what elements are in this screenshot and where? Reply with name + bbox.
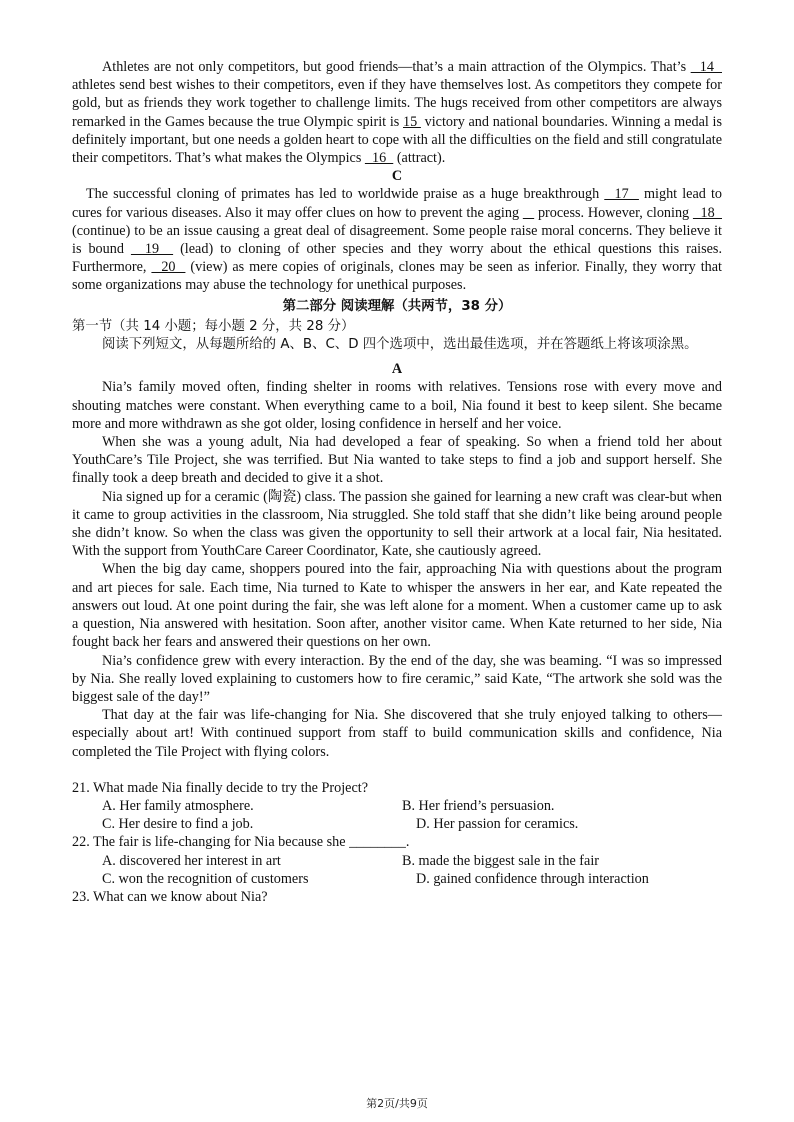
question-stem: 22. The fair is life-changing for Nia because she ________. [72, 834, 410, 851]
question-23 [72, 888, 722, 906]
part2-title: 第二部分 阅读理解（共两节，38 分） [282, 298, 512, 314]
question-21 [72, 779, 722, 834]
passage-a-paragraph-5: Nia’s confidence grew with every interaction. By the end of the day, she was beaming. “I was so impressed by Nia. She really loved explaining to customers how to fire ceramic,” said Kate, “The artwork she sold was the biggest sale of the day!” [72, 652, 722, 705]
passage-a-paragraph-2: When she was a young adult, Nia had developed a fear of speaking. So when a friend told her about YouthCare’s Tile Project, she was terrified. But Nia wanted to take steps to find a job and support herself. She finally took a deep breath and decided to give it a shot. [72, 434, 722, 487]
passage-a-paragraph-4: When the big day came, shoppers poured into the fair, approaching Nia with questions about the program and art pieces for sale. Each time, Nia turned to Kate to whisper the answers in her ear, and Kate repeated the answers out loud. At one point during the fair, she was left alone for a moment. When a customer came up to ask a question, Nia answered with hesitation. Soon after, another visitor came. When Kate returned to her side, Nia fought back her fears and answered their questions on her own. [72, 561, 722, 651]
option-d[interactable]: D. Her passion for ceramics. [416, 816, 579, 833]
blank-14: 14 [690, 59, 722, 75]
blank-16: 16 [364, 150, 394, 167]
question-22 [72, 833, 722, 888]
option-b[interactable]: B. made the biggest sale in the fair [402, 852, 599, 869]
blank-unnumbered [523, 205, 534, 221]
paragraph-olympics: Athletes are not only competitors, but good friends—that’s a main attraction of the Olympics. That’s 14 athletes send best wishes to their competitors, even if they have themselves lost. As competitors they compete for gold, but as friends they work together to challenge limits. The hugs received from other competitors are always remarked in the Games because the true Olympic spirit is 15 victory and national boundaries. Winning a medal is definitely important, but one needs a golden heart to cope with all the difficulties on the field and still congratulate their competitors. That’s what makes the Olympics 16 (attract). [72, 59, 723, 167]
option-d[interactable]: D. gained confidence through interaction [416, 870, 649, 887]
option-a[interactable]: A. Her family atmosphere. [102, 797, 254, 814]
part2-instructions: 阅读下列短文，从每题所给的 A、B、C、D 四个选项中，选出最佳选项，并在答题纸上将该项涂黑。 [102, 337, 698, 353]
passage-a-label: A [391, 361, 403, 378]
passage-a-paragraph-3: Nia signed up for a ceramic (陶瓷) class. The passion she gained for learning a new craft was clear-but when it came to group activities in the classroom, Nia struggled. She told staff that she didn’t like being around people she didn’t know. So when the class was given the opportunity to sell their artwork at a local fair, Nia hesitated. With the support from YouthCare Career Coordinator, Kate, she cautiously agreed. [72, 488, 722, 560]
blank-18: 18 [692, 204, 722, 221]
blank-20: 20 [151, 259, 186, 276]
page-number: 第2页/共9页 [366, 1097, 428, 1110]
section-c-label: C [391, 168, 403, 185]
paragraph-cloning: The successful cloning of primates has led to worldwide praise as a huge breakthrough 17 might lead to cures for various diseases. Also it may offer clues on how to prevent the aging process. However, cloning 18 (continue) to be an issue causing a great deal of disagreement. Some people raise moral concerns. They believe it is bound 19 (lead) to cloning of other species and they worry about the ethical questions this raises. Furthermore, 20 (view) as mere copies of originals, clones may be seen as inferior. Finally, they worry that some organizations may abuse the technology for unethical purposes. [72, 186, 723, 294]
blank-19: 19 [130, 241, 174, 258]
option-b[interactable]: B. Her friend’s persuasion. [402, 797, 555, 814]
question-list [72, 779, 722, 906]
blank-17: 17 [604, 186, 639, 203]
question-stem: 21. What made Nia finally decide to try the Project? [72, 779, 368, 796]
passage-a-paragraph-6: That day at the fair was life-changing for Nia. She discovered that she truly enjoyed talking to others—especially about art! With continued support from staff to build communication skills and confidence, Nia completed the Tile Project with flying colors. [72, 707, 722, 760]
passage-a-paragraph-1: Nia’s family moved often, finding shelter in rooms with relatives. Tensions rose with every move and shouting matches were constant. When everything came to a boil, Nia found it best to keep silent. She became more and more withdrawn as she got older, losing confidence in herself and her voice. [72, 379, 722, 432]
option-c[interactable]: C. Her desire to find a job. [102, 816, 254, 833]
document-page [72, 58, 722, 906]
option-a[interactable]: A. discovered her interest in art [102, 852, 281, 869]
part2-subtitle: 第一节（共 14 小题；每小题 2 分，共 28 分） [72, 318, 355, 334]
option-c[interactable]: C. won the recognition of customers [102, 870, 309, 887]
question-stem: 23. What can we know about Nia? [72, 888, 268, 905]
blank-15: 15 [403, 113, 421, 130]
